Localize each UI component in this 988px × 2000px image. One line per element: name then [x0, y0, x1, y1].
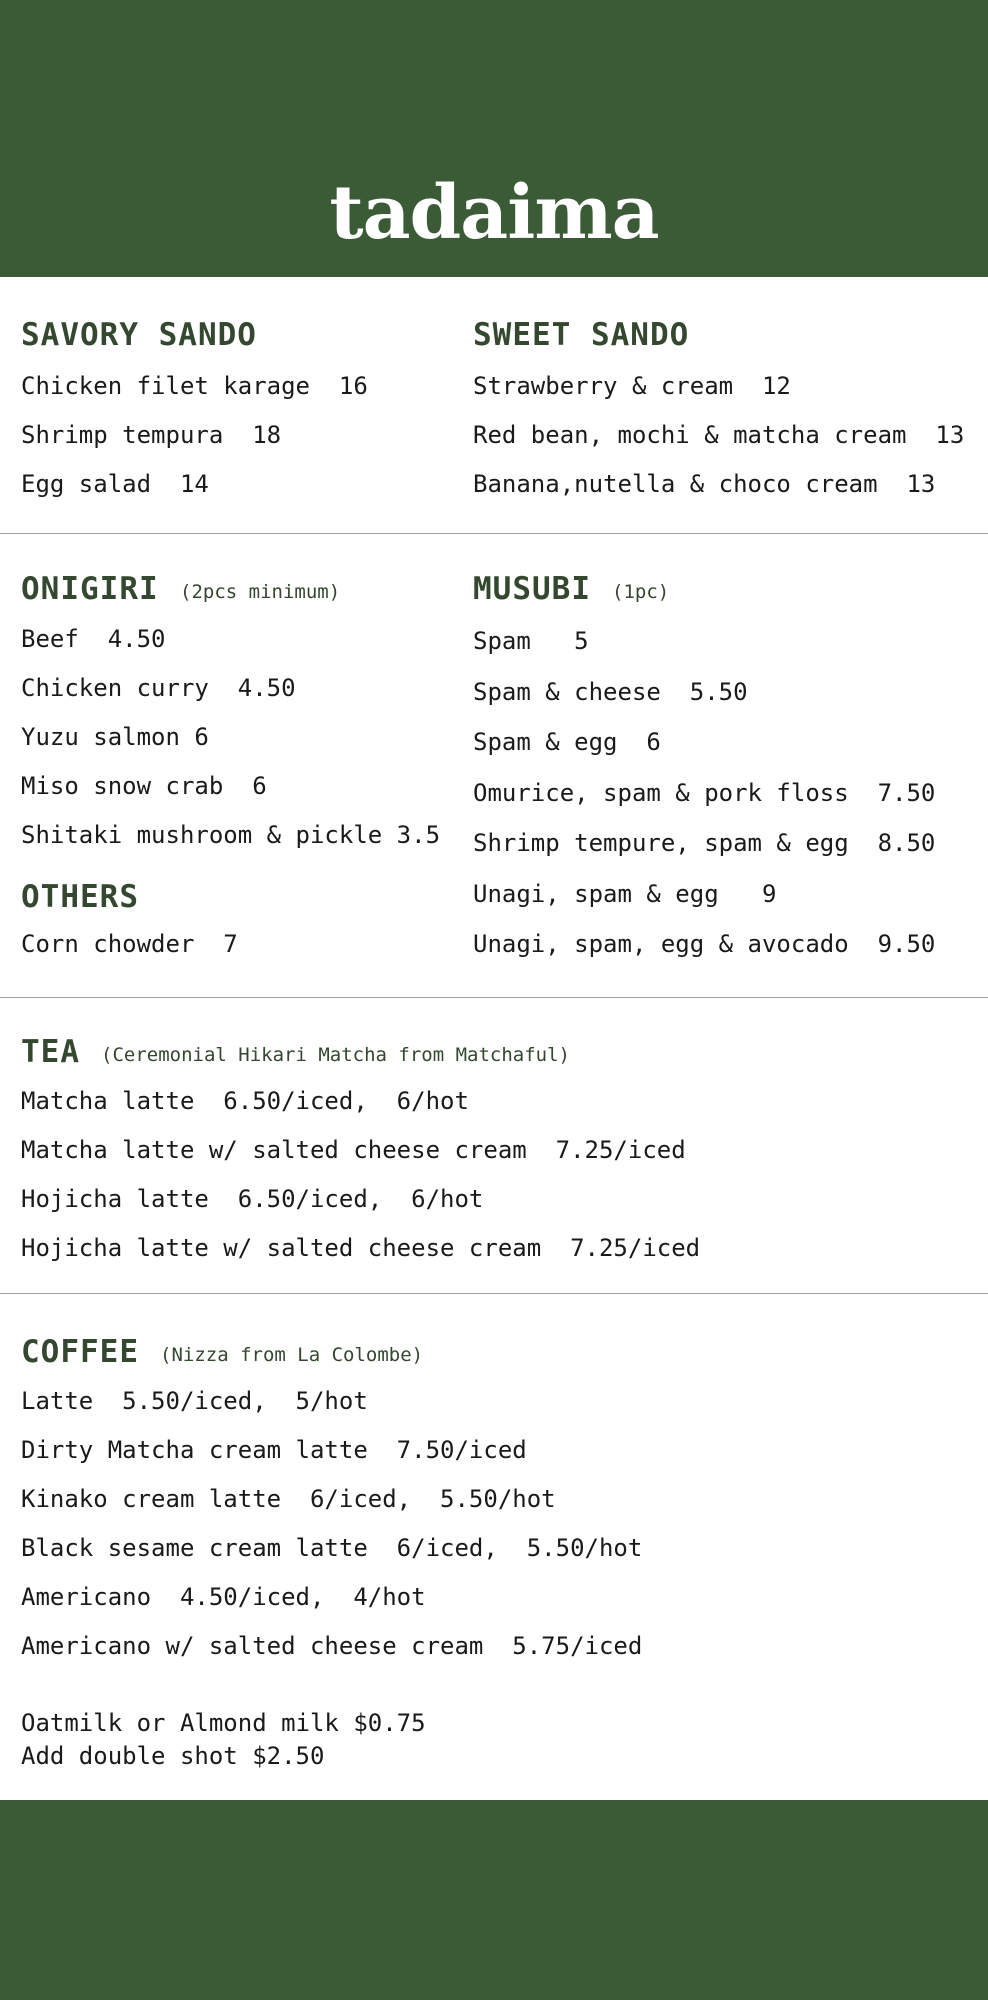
musubi-item: Spam & egg 6	[473, 728, 661, 756]
onigiri-heading: ONIGIRI	[21, 571, 159, 607]
tea-item: Matcha latte w/ salted cheese cream 7.25/iced	[21, 1136, 686, 1164]
coffee-item: Black sesame cream latte 6/iced, 5.50/hot	[21, 1534, 643, 1562]
section-divider	[0, 533, 988, 534]
savory-sando-heading: SAVORY SANDO	[21, 317, 257, 353]
musubi-item: Spam & cheese 5.50	[473, 678, 748, 706]
section-divider	[0, 997, 988, 998]
coffee-heading: COFFEE	[21, 1334, 139, 1370]
tea-item: Hojicha latte w/ salted cheese cream 7.25/iced	[21, 1234, 701, 1262]
savory-item: Shrimp tempura 18	[21, 421, 282, 449]
onigiri-item: Beef 4.50	[21, 625, 166, 653]
tea-note: (Ceremonial Hikari Matcha from Matchaful)	[101, 1044, 570, 1066]
brand-logo: tadaima	[329, 170, 659, 256]
onigiri-note: (2pcs minimum)	[180, 581, 341, 603]
extra-note: Oatmilk or Almond milk $0.75	[21, 1709, 426, 1737]
coffee-item: Dirty Matcha cream latte 7.50/iced	[21, 1436, 527, 1464]
musubi-item: Unagi, spam, egg & avocado 9.50	[473, 930, 936, 958]
musubi-note: (1pc)	[612, 581, 670, 603]
musubi-item: Spam 5	[473, 627, 589, 655]
extra-note: Add double shot $2.50	[21, 1742, 325, 1770]
tea-item: Matcha latte 6.50/iced, 6/hot	[21, 1087, 469, 1115]
musubi-item: Shrimp tempure, spam & egg 8.50	[473, 829, 936, 857]
coffee-item: Americano 4.50/iced, 4/hot	[21, 1583, 426, 1611]
onigiri-item: Chicken curry 4.50	[21, 674, 296, 702]
coffee-item: Kinako cream latte 6/iced, 5.50/hot	[21, 1485, 556, 1513]
savory-item: Egg salad 14	[21, 470, 209, 498]
sweet-item: Banana,nutella & choco cream 13	[473, 470, 936, 498]
section-divider	[0, 1293, 988, 1294]
tea-item: Hojicha latte 6.50/iced, 6/hot	[21, 1185, 484, 1213]
musubi-heading: MUSUBI	[473, 571, 591, 607]
musubi-item: Unagi, spam & egg 9	[473, 880, 777, 908]
onigiri-item: Yuzu salmon 6	[21, 723, 209, 751]
sweet-sando-heading: SWEET SANDO	[473, 317, 690, 353]
onigiri-item: Miso snow crab 6	[21, 772, 267, 800]
others-item: Corn chowder 7	[21, 930, 238, 958]
savory-item: Chicken filet karage 16	[21, 372, 368, 400]
others-heading: OTHERS	[21, 879, 139, 915]
coffee-item: Americano w/ salted cheese cream 5.75/iced	[21, 1632, 643, 1660]
coffee-item: Latte 5.50/iced, 5/hot	[21, 1387, 368, 1415]
coffee-note: (Nizza from La Colombe)	[160, 1344, 424, 1366]
footer-banner	[0, 1800, 988, 2000]
musubi-item: Omurice, spam & pork floss 7.50	[473, 779, 936, 807]
onigiri-item: Shitaki mushroom & pickle 3.5	[21, 821, 441, 849]
sweet-item: Strawberry & cream 12	[473, 372, 791, 400]
sweet-item: Red bean, mochi & matcha cream 13	[473, 421, 965, 449]
tea-heading: TEA	[21, 1034, 80, 1070]
